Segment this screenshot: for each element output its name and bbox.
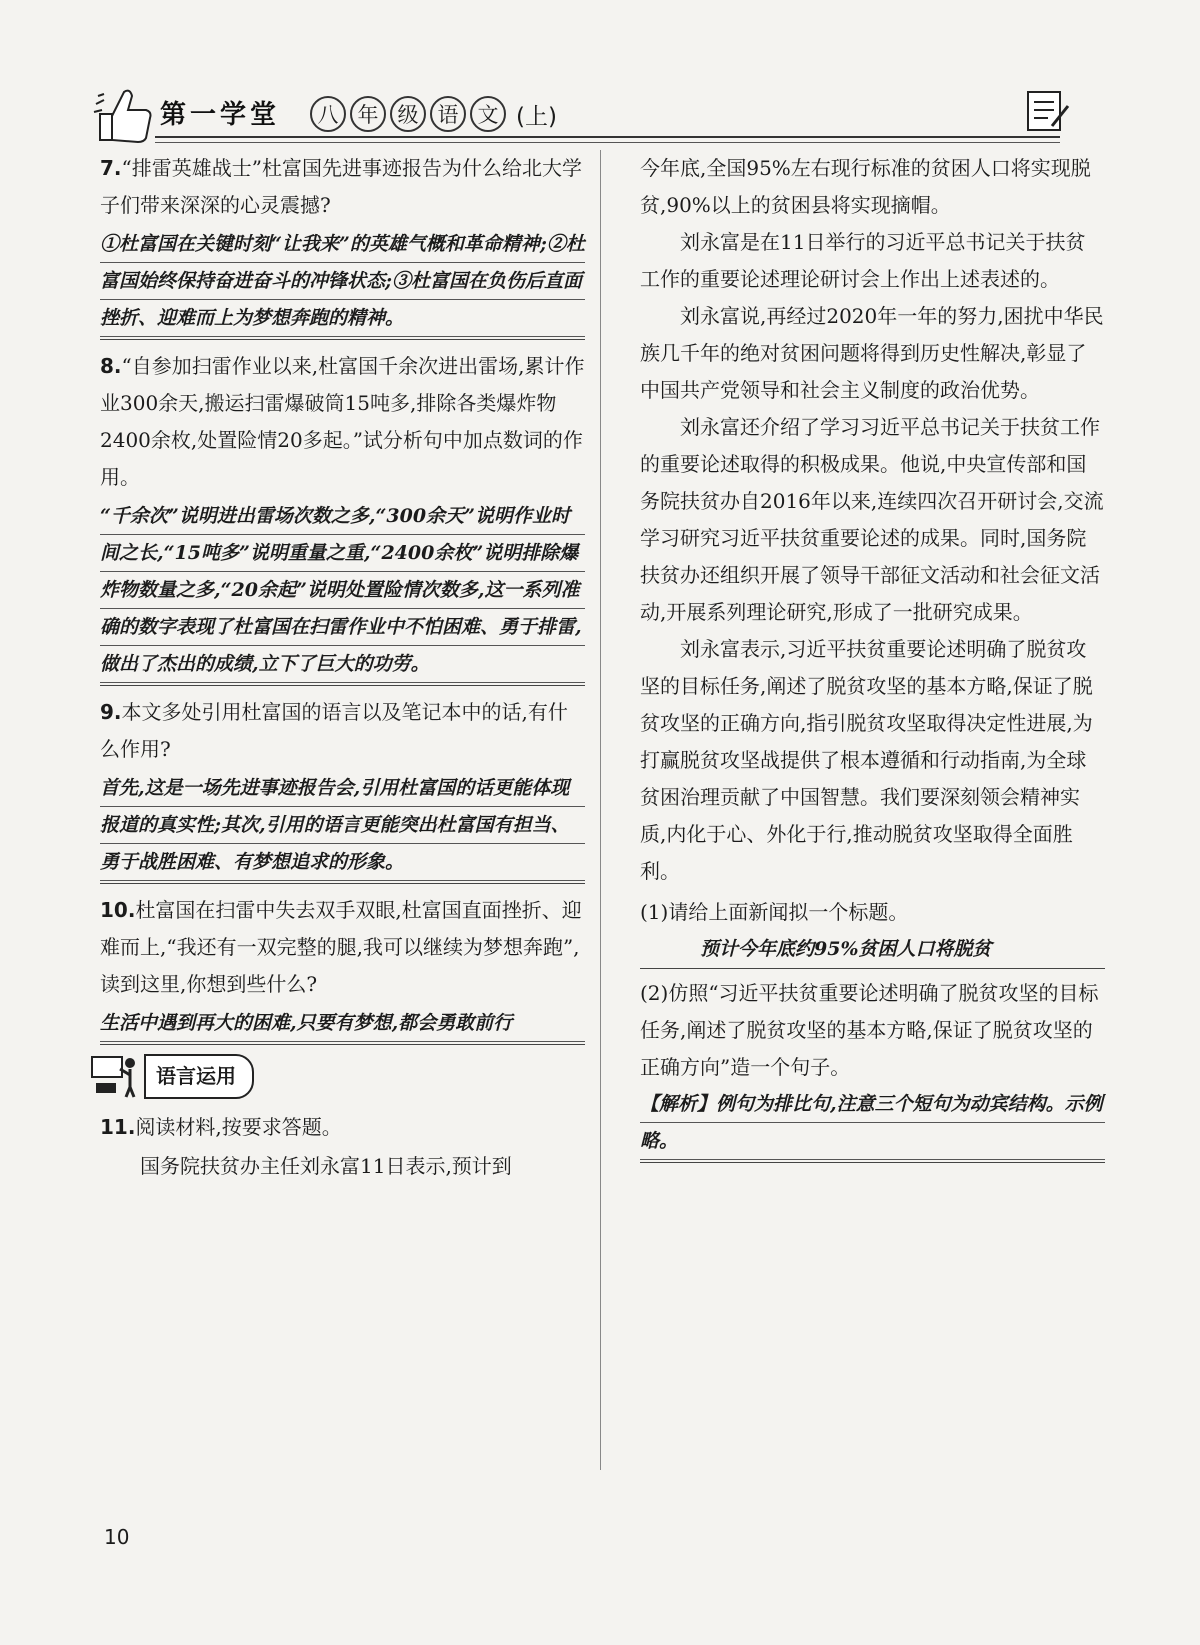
subquestion-1: (1)请给上面新闻拟一个标题。: [640, 900, 909, 924]
thumbs-up-icon: [90, 80, 160, 150]
grade-char: 文: [470, 96, 506, 132]
grade-char: 年: [350, 96, 386, 132]
right-column: [640, 150, 1105, 1171]
notebook-pen-icon: [1022, 86, 1070, 134]
answer-9[interactable]: 首先,这是一场先进事迹报告会,引用杜富国的话更能体现报道的真实性;其次,引用的语言更能突出杜富国有担当、勇于战胜困难、有梦想追求的形象。: [100, 770, 585, 884]
question-8: 8.“自参加扫雷作业以来,杜富国千余次进出雷场,累计作业300余天,搬运扫雷爆破筒15吨多,排除各类爆炸物2400余枚,处置险情20多起。”试分析句中加点数词的作用。: [100, 354, 585, 489]
grade-badge: [310, 96, 557, 132]
news-paragraph: 国务院扶贫办主任刘永富11日表示,预计到: [140, 1154, 512, 1178]
page-number: 10: [104, 1525, 130, 1549]
news-paragraph: 刘永富是在11日举行的习近平总书记关于扶贫工作的重要论述理论研讨会上作出上述表述的。: [640, 230, 1086, 291]
header-rule-thin: [155, 142, 1060, 143]
question-9: 9.本文多处引用杜富国的语言以及笔记本中的话,有什么作用?: [100, 700, 568, 761]
answer-10[interactable]: 生活中遇到再大的困难,只要有梦想,都会勇敢前行: [100, 1005, 585, 1045]
analysis-tag: 【解析】: [640, 1093, 717, 1115]
question-7: 7.“排雷英雄战士”杜富国先进事迹报告为什么给北大学子们带来深深的心灵震撼?: [100, 156, 582, 217]
news-paragraph: 刘永富说,再经过2020年一年的努力,困扰中华民族几千年的绝对贫困问题将得到历史性解决,彰显了中国共产党领导和社会主义制度的政治优势。: [640, 304, 1104, 402]
column-divider: [600, 150, 601, 1470]
brand-title: 第一学堂: [160, 100, 281, 130]
grade-char: 级: [390, 96, 426, 132]
header-rule: [155, 136, 1060, 138]
subquestion-2: (2)仿照“习近平扶贫重要论述明确了脱贫攻坚的目标任务,阐述了脱贫攻坚的基本方略,保证了脱贫攻坚的正确方向”造一个句子。: [640, 981, 1099, 1079]
question-11: 11.阅读材料,按要求答题。: [100, 1115, 342, 1139]
answer-11-1[interactable]: 预计今年底约95%贫困人口将脱贫: [640, 931, 1105, 969]
news-paragraph: 刘永富表示,习近平扶贫重要论述明确了脱贫攻坚的目标任务,阐述了脱贫攻坚的基本方略,保证了脱贫攻坚的正确方向,指引脱贫攻坚取得决定性进展,为打赢脱贫攻坚战提供了根本遵循和行动指南,为全球贫困治理贡献了中国智慧。我们要深刻领会精神实质,内化于心、外化于行,推动脱贫攻坚取得全面胜利。: [640, 637, 1093, 883]
question-10: 10.杜富国在扫雷中失去双手双眼,杜富国直面挫折、迎难而上,“我还有一双完整的腿,我可以继续为梦想奔跑”,读到这里,你想到些什么?: [100, 898, 582, 996]
news-paragraph: 今年底,全国95%左右现行标准的贫困人口将实现脱贫,90%以上的贫困县将实现摘帽。: [640, 156, 1091, 217]
page-header: [90, 80, 1090, 150]
volume-label: (上): [516, 103, 557, 130]
left-column: [100, 150, 585, 1185]
section-label: 语言运用: [144, 1054, 254, 1099]
section-header: [90, 1053, 585, 1099]
grade-char: 八: [310, 96, 346, 132]
answer-7[interactable]: ①杜富国在关键时刻“让我来”的英雄气概和革命精神;②杜富国始终保持奋进奋斗的冲锋状态;③杜富国在负伤后直面挫折、迎难而上为梦想奔跑的精神。: [100, 226, 585, 340]
teacher-icon: [90, 1053, 144, 1099]
news-paragraph: 刘永富还介绍了学习习近平总书记关于扶贫工作的重要论述取得的积极成果。他说,中央宣传部和国务院扶贫办自2016年以来,连续四次召开研讨会,交流学习研究习近平扶贫重要论述的成果。同时,国务院扶贫办还组织开展了领导干部征文活动和社会征文活动,开展系列理论研究,形成了一批研究成果。: [640, 415, 1104, 624]
grade-char: 语: [430, 96, 466, 132]
answer-11-2[interactable]: 【解析】例句为排比句,注意三个短句为动宾结构。示例略。: [640, 1086, 1105, 1163]
answer-8[interactable]: “千余次”说明进出雷场次数之多,“300余天”说明作业时间之长,“15吨多”说明重量之重,“2400余枚”说明排除爆炸物数量之多,“20余起”说明处置险情次数多,这一系列准确的数字表现了杜富国在扫雷作业中不怕困难、勇于排雷,做出了杰出的成绩,立下了巨大的功劳。: [100, 498, 585, 686]
